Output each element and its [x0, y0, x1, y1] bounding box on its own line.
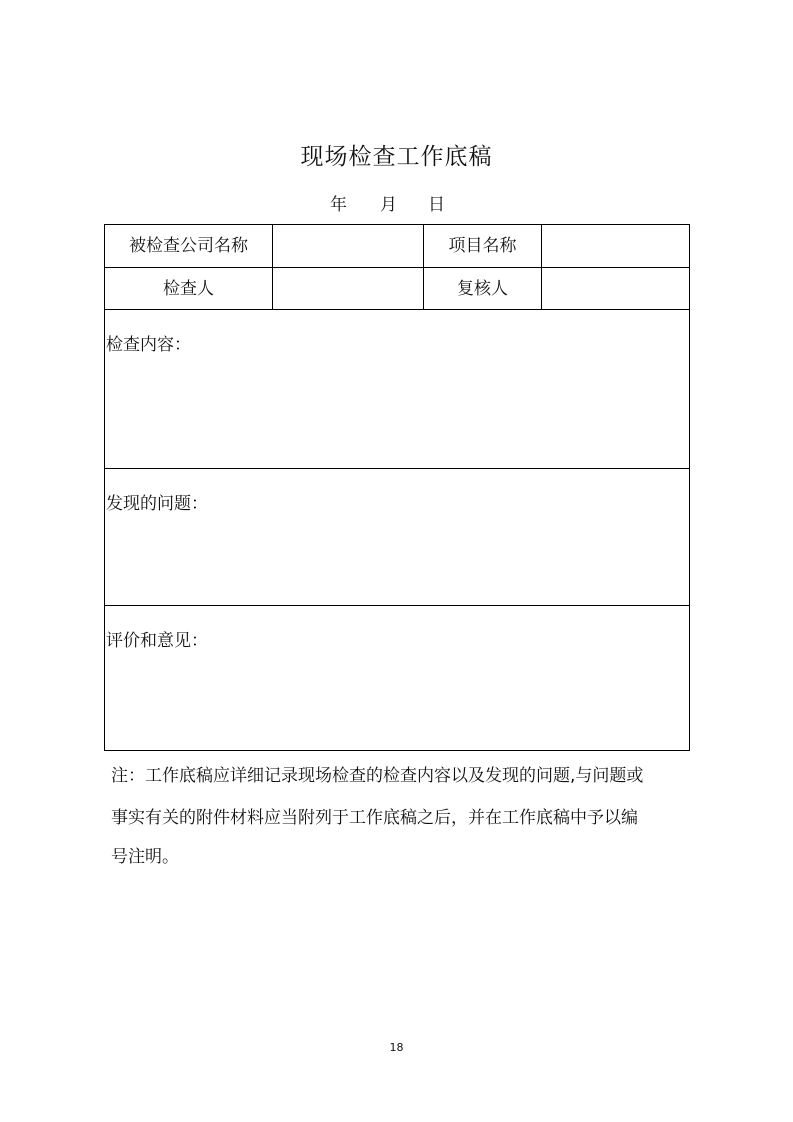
date-month-label: 月	[380, 195, 397, 215]
inspector-field[interactable]	[273, 268, 423, 310]
page-title: 现场检查工作底稿	[300, 144, 493, 170]
company-name-field[interactable]	[273, 225, 423, 267]
issues-found-label: 发现的问题：	[106, 494, 208, 514]
reviewer-field[interactable]	[542, 268, 689, 310]
inspector-label: 检查人	[163, 279, 214, 299]
footnote-line: 注：工作底稿应详细记录现场检查的检查内容以及发现的问题,与问题或	[111, 766, 644, 786]
inspection-content-label: 检查内容：	[106, 335, 191, 355]
section-divider	[105, 605, 689, 606]
footnote-line: 事实有关的附件材料应当附列于工作底稿之后，并在工作底稿中予以编	[111, 808, 638, 828]
project-name-label: 项目名称	[448, 236, 517, 256]
page-number: 18	[389, 1041, 404, 1054]
footnote	[111, 761, 691, 872]
inspection-form	[104, 224, 690, 751]
company-name-label: 被检查公司名称	[129, 236, 248, 256]
date-year-label: 年	[330, 195, 347, 215]
reviewer-label: 复核人	[457, 279, 508, 299]
date-day-label: 日	[428, 195, 445, 215]
footnote-line: 号注明。	[111, 847, 179, 867]
evaluation-label: 评价和意见：	[106, 631, 208, 651]
project-name-field[interactable]	[542, 225, 689, 267]
section-divider	[105, 468, 689, 469]
